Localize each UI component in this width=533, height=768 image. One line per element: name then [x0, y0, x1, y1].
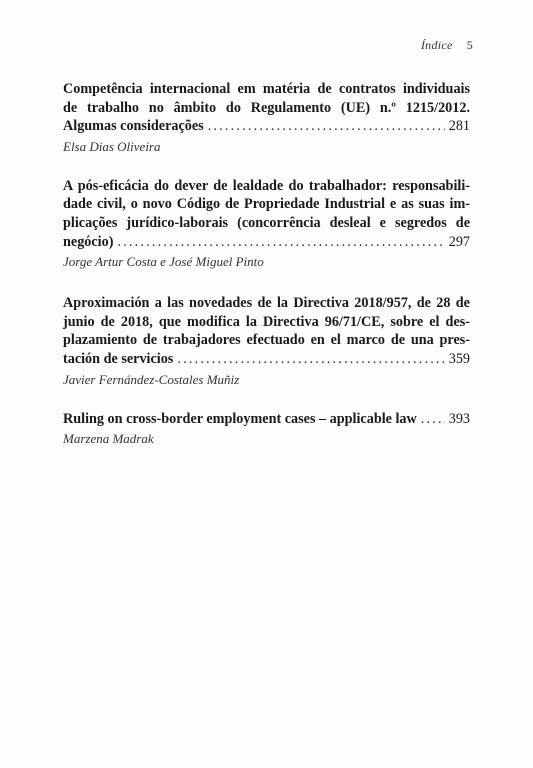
entry-leader-line — [63, 117, 470, 136]
dot-leader — [208, 117, 445, 136]
dot-leader — [117, 233, 444, 252]
entry-title — [63, 177, 470, 233]
title-line: tación de servicios — [63, 350, 174, 367]
entry-author: Jorge Artur Costa e José Miguel Pinto — [63, 254, 264, 270]
toc-entry[interactable] — [63, 177, 470, 271]
toc-entry[interactable] — [63, 294, 470, 388]
title-line: A pós-eficácia do dever de lealdade do trabalhador: responsabili- — [63, 177, 470, 194]
title-line: Competência internacional em matéria de contratos individuais — [63, 81, 470, 97]
section-title: Índice — [420, 38, 453, 52]
entry-title — [63, 80, 470, 117]
title-line: plazamiento de trabajadores efectuado en el marco de una pres- — [63, 332, 470, 349]
title-line: Ruling on cross-border employment cases – applicable law — [63, 410, 417, 427]
title-line: Aproximación a las novedades de la Directiva 2018/957, de 28 de — [63, 295, 470, 312]
entry-author: Elsa Dias Oliveira — [63, 138, 161, 154]
toc-entry[interactable] — [63, 410, 470, 449]
running-head — [421, 38, 473, 53]
dot-leader — [421, 410, 445, 429]
entry-page-number: 393 — [448, 410, 470, 427]
dot-leader — [177, 350, 444, 369]
title-line: de trabalho no âmbito do Regulamento (UE) n.º 1215/2012. — [63, 99, 470, 116]
entry-leader-line — [63, 350, 470, 369]
entry-page-number: 359 — [448, 350, 470, 367]
title-line: negócio) — [63, 233, 114, 250]
page-number: 5 — [466, 38, 473, 52]
title-line: dade civil, o novo Código de Propriedade Industrial e as suas im- — [63, 196, 470, 213]
title-line: Algumas considerações — [63, 118, 204, 135]
entry-author: Javier Fernández-Costales Muñiz — [63, 371, 240, 387]
table-of-contents — [63, 80, 470, 468]
title-line: plicações jurídico-laborais (concorrência desleal e segredos de — [63, 214, 470, 231]
entry-page-number: 297 — [448, 233, 470, 250]
entry-page-number: 281 — [448, 118, 470, 135]
entry-author: Marzena Madrak — [63, 431, 154, 447]
toc-entry[interactable] — [63, 80, 470, 156]
entry-leader-line — [63, 410, 470, 429]
entry-leader-line — [63, 233, 470, 252]
entry-title — [63, 294, 470, 350]
title-line: junio de 2018, que modifica la Directiva 96/71/CE, sobre el des- — [63, 313, 470, 330]
